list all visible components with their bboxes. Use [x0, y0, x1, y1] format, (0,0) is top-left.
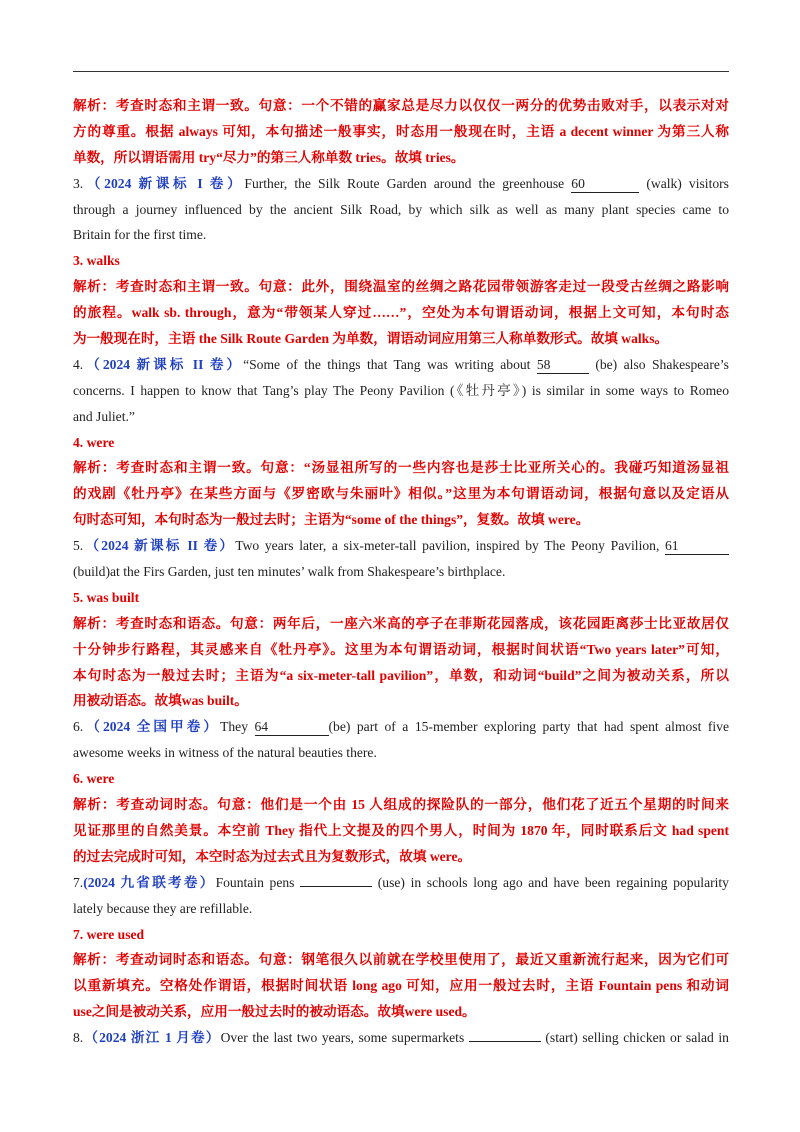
explanation-line: 以重新填充。空格处作谓语，根据时间状语 long ago 可知，应用一般过去时，主语 Fountain pens 和动词: [73, 978, 729, 994]
question-line: [73, 1025, 729, 1051]
answer-label: 3. walks: [73, 253, 120, 269]
question-text: Fountain pens: [215, 874, 295, 890]
answer-label: 5. was built: [73, 589, 140, 605]
explanation-line: 单数，所以谓语需用 try“尽力”的第三人称单数 tries。故填 tries。: [73, 149, 465, 165]
question-source: （2024 新课标 II 卷）: [83, 356, 244, 372]
question-source: (2024 九省联考卷）: [83, 874, 216, 890]
question-7: [73, 870, 729, 948]
explanation-line: 本句时态为一般过去时；主语为“a six-meter-tall pavilion”，单数，和动词“build”之间为被动关系，所以: [73, 667, 729, 683]
explanation-line: use之间是被动关系，应用一般过去时的被动语态。故填were used。: [73, 1004, 476, 1020]
answer-blank[interactable]: 61: [665, 538, 729, 555]
answer-blank[interactable]: [300, 870, 372, 887]
question-line: and Juliet.”: [73, 408, 135, 424]
explanation-line: 解析：考查时态和主谓一致。句意：一个不错的赢家总是尽力以仅仅一两分的优势击败对手，以表示对对: [73, 98, 729, 113]
question-line: [73, 352, 729, 378]
explanation-line: 的旅程。walk sb. through，意为“带领某人穿过……”，空处为本句谓语动词，根据上文可知，本句时态: [73, 305, 729, 321]
explanation-q2: [73, 93, 729, 171]
question-3: [73, 171, 729, 275]
question-text: (start) selling chicken or salad in: [545, 1030, 729, 1046]
question-line: lately because they are refillable.: [73, 900, 253, 916]
header-rule: [73, 71, 729, 72]
question-line: Britain for the first time.: [73, 227, 207, 243]
question-line: (build)at the Firs Garden, just ten minutes’ walk from Shakespeare’s birthplace.: [73, 564, 506, 580]
explanation-line: 解析：考查时态和主谓一致。句意：此外，围绕温室的丝绸之路花园带领游客走过一段受古丝绸之路影响: [73, 279, 729, 295]
answer-label: 4. were: [73, 434, 115, 450]
explanation-line: 解析：考查动词时态。句意：他们是一个由 15 人组成的探险队的一部分，他们花了近五个星期的时间来: [73, 797, 729, 813]
question-source: （2024 新课标 I 卷）: [83, 175, 245, 191]
explanation-line: 用被动语态。故填was built。: [73, 693, 248, 709]
explanation-line: 的过去完成时可知，本空时态为过去式且为复数形式，故填 were。: [73, 848, 472, 864]
question-line: [73, 171, 729, 197]
answer-blank[interactable]: 58: [537, 357, 589, 374]
question-text: Two years later, a six-meter-tall pavilion, inspired by The Peony Pavilion,: [235, 538, 660, 554]
question-line: [73, 870, 729, 896]
explanation-line: 方的尊重。根据 always 可知，本句描述一般事实，时态用一般现在时，主语 a decent winner 为第三人称: [73, 123, 729, 139]
question-text: (be) part of a 15-member exploring party that had spent almost five: [328, 719, 729, 735]
explanation-q4: [73, 455, 729, 533]
explanation-q6: [73, 792, 729, 870]
answer-blank[interactable]: 64: [255, 719, 329, 736]
document-body: [73, 93, 729, 1051]
question-number: 5.: [73, 538, 84, 554]
question-5: [73, 533, 729, 611]
explanation-q5: [73, 611, 729, 715]
question-number: 4.: [73, 356, 84, 372]
explanation-line: 解析：考查时态和语态。句意：两年后，一座六米高的亭子在菲斯花园落成，该花园距离莎士比亚故居仅: [73, 615, 729, 631]
question-text: (walk) visitors: [646, 175, 729, 191]
question-source: （2024 全国甲卷）: [83, 719, 221, 735]
question-line: through a journey influenced by the ancient Silk Road, by which silk as well as many plant species came to: [73, 201, 729, 217]
answer-blank[interactable]: 60: [571, 176, 639, 193]
question-line: [73, 533, 729, 559]
question-text: (use) in schools long ago and have been regaining popularity: [377, 874, 729, 890]
explanation-line: 句时态可知，本句时态为一般过去时；主语为“some of the things”，复数。故填 were。: [73, 512, 590, 528]
question-text: Further, the Silk Route Garden around the greenhouse: [244, 175, 565, 191]
question-number: 7.: [73, 874, 84, 890]
question-number: 6.: [73, 719, 84, 735]
question-line: concerns. I happen to know that Tang’s play The Peony Pavilion (《牡丹亭》) is similar in some ways to Romeo: [73, 382, 729, 398]
question-number: 8.: [73, 1030, 84, 1046]
question-text: They: [220, 719, 248, 735]
question-text: Over the last two years, some supermarkets: [220, 1030, 465, 1046]
explanation-line: 解析：考查动词时态和语态。句意：钢笔很久以前就在学校里使用了，最近又重新流行起来，因为它们可: [73, 952, 729, 968]
answer-blank[interactable]: [469, 1025, 541, 1042]
explanation-q3: [73, 274, 729, 352]
question-8: [73, 1025, 729, 1051]
explanation-line: 解析：考查时态和主谓一致。句意：“汤显祖所写的一些内容也是莎士比亚所关心的。我碰巧知道汤显祖: [73, 460, 729, 476]
explanation-line: 见证那里的自然美景。本空前 They 指代上文提及的四个男人，时间为 1870 年，同时联系后文 had spent: [73, 822, 729, 838]
question-source: （2024 新课标 II 卷）: [83, 538, 236, 554]
question-text: (be) also Shakespeare’s: [595, 356, 729, 372]
question-line: awesome weeks in witness of the natural beauties there.: [73, 745, 377, 761]
answer-label: 6. were: [73, 771, 115, 787]
explanation-line: 的戏剧《牡丹亭》在某些方面与《罗密欧与朱丽叶》相似。”这里为本句谓语动词，根据句意以及定语从: [73, 486, 729, 502]
question-4: [73, 352, 729, 456]
question-6: [73, 714, 729, 792]
question-number: 3.: [73, 175, 84, 191]
explanation-line: 为一般现在时，主语 the Silk Route Garden 为单数，谓语动词应用第三人称单数形式。故填 walks。: [73, 331, 669, 347]
question-line: [73, 714, 729, 740]
explanation-q7: [73, 947, 729, 1025]
question-text: “Some of the things that Tang was writing about: [243, 356, 531, 372]
explanation-line: 十分钟步行路程，其灵感来自《牡丹亭》。这里为本句谓语动词，根据时间状语“Two years later”可知，: [73, 641, 729, 657]
question-source: （2024 浙江 1 月卷）: [83, 1030, 221, 1046]
answer-label: 7. were used: [73, 926, 145, 942]
